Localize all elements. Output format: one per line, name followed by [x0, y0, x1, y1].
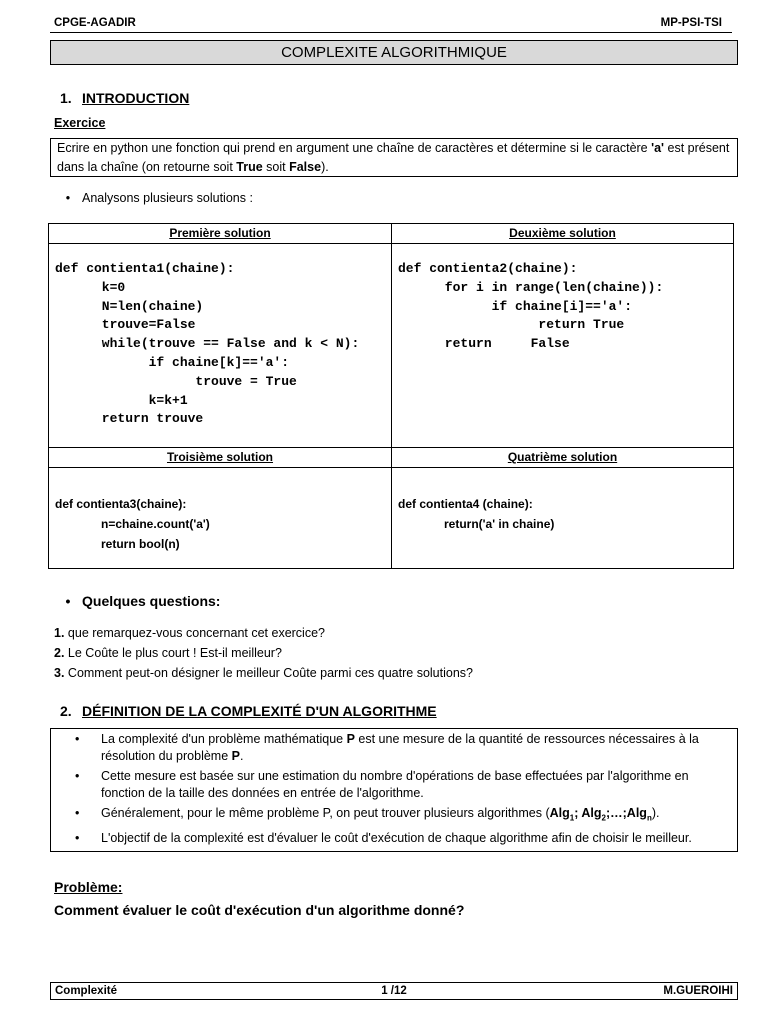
bullet-icon: • [75, 732, 80, 746]
exercise-text: soit [262, 160, 290, 174]
code-line: def contienta4 (chaine): [398, 497, 533, 512]
solutions-table [48, 223, 734, 569]
list-item [51, 805, 737, 827]
section-2-title: DÉFINITION DE LA COMPLEXITÉ D'UN ALGORITHME [82, 703, 437, 719]
def-text: Généralement, pour le même problème P, on peut trouver plusieurs algorithmes ( [101, 806, 550, 820]
solution-4-code [392, 468, 733, 568]
question-number: 3. [54, 666, 65, 680]
solution-1-title: Première solution [49, 224, 392, 244]
header-classes: MP-PSI-TSI [660, 17, 722, 29]
header-school: CPGE-AGADIR [54, 17, 136, 29]
exercise-false: False [289, 160, 322, 174]
section-1-heading [60, 90, 189, 106]
list-item [51, 768, 737, 802]
analyse-bullet [54, 191, 253, 205]
section-1-title: INTRODUCTION [82, 90, 190, 106]
def-text: ). [651, 806, 660, 820]
solution-2-code: def contienta2(chaine): for i in range(len(chaine)): if chaine[i]=='a': return True return False [398, 261, 664, 352]
question-number: 1. [54, 626, 65, 640]
header-rule [50, 32, 732, 33]
solution-1-cell [49, 244, 392, 448]
code-line: return('a' in chaine) [444, 517, 555, 532]
bullet-icon: • [65, 593, 71, 609]
solution-3-cell [49, 468, 392, 569]
list-item [51, 830, 737, 847]
solution-2-title: Deuxième solution [392, 224, 734, 244]
problem-label: Problème: [54, 879, 123, 895]
def-p: P [231, 749, 240, 763]
list-item [54, 643, 473, 663]
exercise-box [50, 138, 738, 177]
list-item [54, 623, 473, 643]
question-number: 2. [54, 646, 65, 660]
problem-question: Comment évaluer le coût d'exécution d'un algorithme donné? [54, 902, 465, 918]
def-text: Cette mesure est basée sur une estimation du nombre d'opérations de base effectuées par l'algorithme en fonction de la taille des données en entrée de l'algorithme. [101, 769, 689, 800]
def-text: L'objectif de la complexité est d'évaluer le coût d'exécution de chaque algorithme afin de choisir le meilleur. [101, 830, 692, 845]
solution-1-code: def contienta1(chaine): k=0 N=len(chaine) trouve=False while(trouve == False and k < N): if chaine[k]=='a': trouve = True k=k+1 return trouve [55, 261, 360, 427]
def-text: est une mesure de la quantité de ressources nécessaires à la résolution du problème [101, 732, 699, 763]
question-text: Comment peut-on désigner le meilleur Coûte parmi ces quatre solutions? [64, 666, 473, 680]
question-text: Le Coûte le plus court ! Est-il meilleur? [64, 646, 282, 660]
code-line: def contienta3(chaine): [55, 497, 187, 512]
bullet-icon: • [75, 769, 80, 783]
solution-3-code [49, 468, 391, 568]
exercise-char: 'a' [651, 141, 665, 155]
list-item [54, 663, 473, 683]
solution-4-title: Quatrième solution [392, 448, 734, 468]
def-text: La complexité d'un problème mathématique [101, 732, 347, 746]
algorithm-list: Alg$_1$; Alg$_2$;…;Alg$_n$ [549, 806, 652, 823]
questions-heading [54, 593, 220, 609]
questions-title: Quelques questions: [82, 593, 221, 609]
list-item [51, 731, 737, 765]
exercise-label: Exercice [54, 116, 106, 130]
def-p: P [346, 732, 355, 746]
definition-box [50, 728, 738, 852]
footer-page-number: 1 /12 [381, 985, 407, 997]
page-title: COMPLEXITE ALGORITHMIQUE [50, 40, 738, 65]
footer-subject: Complexité [55, 985, 117, 997]
solution-2-cell [392, 244, 734, 448]
def-text: . [239, 749, 244, 763]
section-2-heading [60, 703, 437, 719]
solution-3-title: Troisième solution [49, 448, 392, 468]
exercise-text: ). [321, 160, 329, 174]
footer-author: M.GUEROIHI [663, 985, 733, 997]
code-line: n=chaine.count('a') [101, 517, 210, 532]
section-1-number: 1. [60, 90, 72, 106]
solution-4-cell [392, 468, 734, 569]
question-text: que remarquez-vous concernant cet exercice? [64, 626, 325, 640]
analyse-text: Analysons plusieurs solutions : [82, 191, 253, 205]
bullet-icon: • [65, 191, 71, 205]
exercise-text: Ecrire en python une fonction qui prend en argument une chaîne de caractères et détermine si le caractère [57, 141, 652, 155]
exercise-text: est présent dans la chaîne (on retourne soit [57, 141, 730, 174]
exercise-true: True [236, 160, 263, 174]
code-line: return bool(n) [101, 537, 180, 552]
page-footer [50, 982, 738, 1000]
bullet-icon: • [75, 830, 80, 845]
section-2-number: 2. [60, 703, 72, 719]
bullet-icon: • [75, 806, 80, 820]
questions-list [54, 623, 473, 683]
